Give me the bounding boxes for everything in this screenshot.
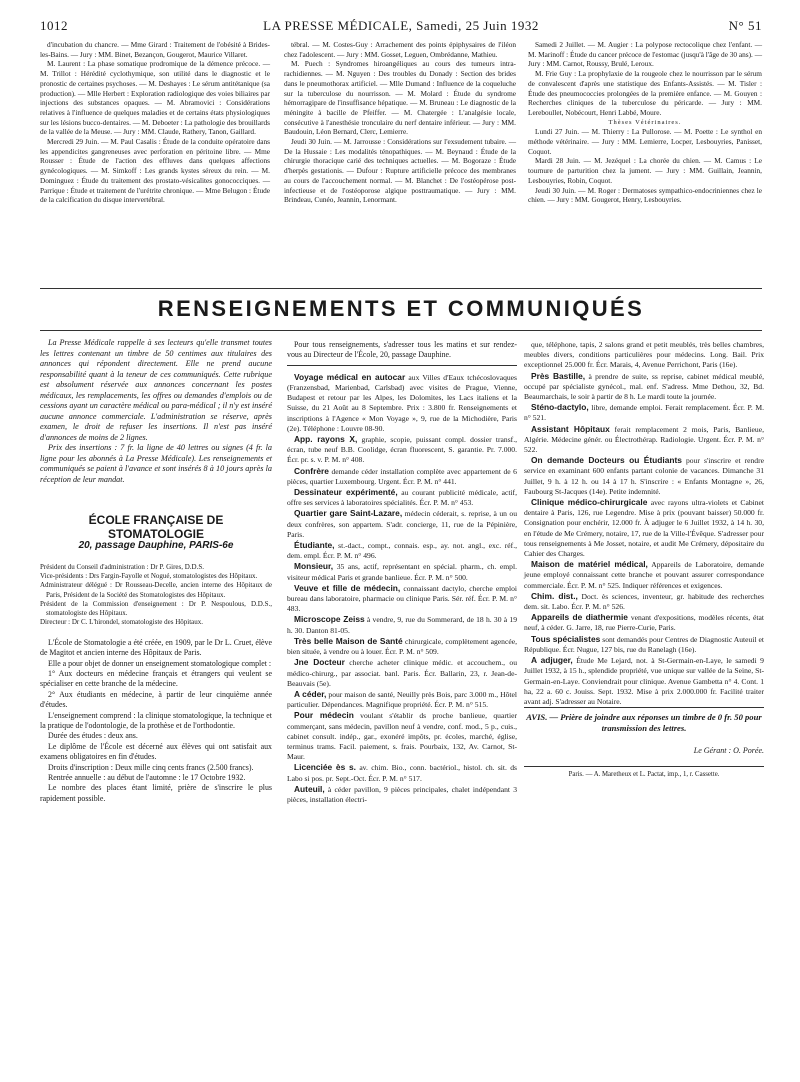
thesis-paragraph: Mardi 28 Juin. — M. Jezéquel : La chorée du chien. — M. Camus : Le tournure de parturition chez la jument. — Jury : MM. Guillain, Jeannin, Lesbouyries, Robin, Coquot.	[528, 156, 762, 185]
classified-ad-heading: Auteuil,	[294, 783, 325, 794]
classified-ad-text: demande céder installation complète avec appartement de 6 pièces, quartier Luxembourg. Urgent. Écr. P. M. n° 441.	[287, 466, 517, 486]
theses-column-2	[284, 40, 516, 205]
classified-ad-heading: Très belle Maison de Santé	[294, 635, 403, 646]
classified-ad	[287, 434, 517, 466]
printer-imprint: Paris. — A. Maretheux et L. Pactat, imp., 1, r. Cassette.	[524, 766, 764, 780]
classified-ad	[524, 371, 764, 403]
divider	[287, 365, 517, 366]
classified-ad-heading: App. rayons X,	[294, 434, 358, 445]
classified-ad	[287, 710, 517, 762]
classified-ad-text: graphie, scopie, puissant compl. dossier transf., écran, tube neuf B.B. Coolidge, écran fluorescent, S. garantie. Pr. 7.000. Écr. pr. s. v. P. M. n° 408.	[287, 435, 517, 465]
classified-ad	[524, 634, 764, 655]
classified-ad-heading: Microscope Zeiss	[294, 614, 365, 625]
classified-ad-heading: Dessinateur expérimenté,	[294, 487, 398, 498]
communiques-column-2	[287, 340, 517, 805]
classified-ad	[524, 655, 764, 707]
classified-ad	[287, 614, 517, 635]
classified-ad	[287, 689, 517, 710]
thesis-paragraph: Mercredi 29 Juin. — M. Paul Casalis : Étude de la conduite opératoire dans les appendicites gangreneuses avec perforation en péritoine libre. — Mme Rousser : Étude de l'action des effluves dans quelques affections gynécologiques. — M. Simkoff : Les grands kystes séreux du rein. — M. Dominguez : Étude du traitement des prostato-vésicalites gonococciques. — Parrique : Étude et traitement de l'urétrite chronique. — Mme Belugon : Étude de la calcification du disque intervertébral.	[40, 137, 270, 205]
school-paragraph: Droits d'inscription : Deux mille cinq cents francs (2.500 francs).	[48, 762, 254, 772]
theses-column-1	[40, 40, 270, 205]
gerant-signature: Le Gérant : O. Porée.	[693, 746, 764, 756]
admin-line: Directeur : Dr C. L'hirondel, stomatologiste des Hôpitaux.	[40, 618, 204, 627]
classified-ad-text: pour s'inscrire et rendre service en examinant 600 enfants partant colonie de vacances. Dimanche 31 Juillet, 9 h. à 12 h. ou 14 à 17 h. S'inscrire : « Enfants Montagne », 26, Faubourg St-Jacques (14e). Petite indemnité.	[524, 456, 764, 496]
school-contact-paragraph: Pour tous renseignements, s'adresser tous les matins et sur rendez-vous au Directeur de l'École, 20, passage Dauphine.	[287, 340, 517, 360]
classified-ad	[287, 466, 517, 487]
veterinary-theses-heading: Thèses Vétérinaires.	[608, 118, 682, 126]
classified-ad-text: venant d'expositions, modèles récents, état neuf, à céder. G. Jarre, 18, rue Pierre-Curie, Paris.	[524, 613, 765, 633]
school-paragraph: L'École de Stomatologie a été créée, en 1909, par le Dr L. Cruet, élève de Magitot et ancien interne des Hôpitaux de Paris.	[40, 637, 272, 658]
classified-ad	[524, 402, 764, 423]
admin-line: Administrateur délégué : Dr Rousseau-Decelle, ancien interne des Hôpitaux de Paris, Président de la Société des Stomatologistes des Hôpitaux.	[40, 581, 272, 599]
school-description	[40, 638, 272, 805]
classified-ad-text: av. chim. Bio., conn. bactériol., histol. ch. sit. ds Labo si pos. pr. Sept.-Oct. Écr. P. M. n° 517.	[287, 763, 517, 783]
editorial-notice	[40, 338, 272, 485]
avis-notice: AVIS. — Prière de joindre aux réponses un timbre de 0 fr. 50 pour transmission des lettres.	[524, 707, 764, 734]
classified-ad	[287, 540, 517, 561]
school-paragraph: Durée des études : deux ans.	[48, 731, 138, 741]
classified-ad-heading: Voyage médical en autocar	[294, 371, 406, 382]
section-divider	[40, 330, 762, 331]
classified-ad-text: à céder pavillon, 9 pièces principales, chalet indépendant 3 pièces, installation électri-	[287, 784, 517, 804]
classified-ad-text: sont demandés pour Centres de Diagnostic Auteuil et République. Écr. Nugue, 127 bis, rue du Ranelagh (16e).	[524, 634, 764, 654]
school-paragraph: 1° Aux docteurs en médecine français et étrangers qui veulent se spécialiser en cette branche de la médecine.	[40, 669, 272, 689]
thesis-paragraph: M. Laurent : La phase somatique prodromique de la démence précoce. — M. Trillot : Hérédité cyclothymique, son utilité dans le diagnostic et le pronostic de certaines psychoses. — M. Deshayes : Le sérum antitétanique (sa production). — Mlle Herbert : Exploration radiologique des voies biliaires par injections des substances opaques. — M. Abramovici : Considérations relatives à l'influence de quelques maladies et de certains états physiologiques sur les lésions bucco-dentaires. — M. Deboeter : La pathologie des brouillards de la vallée de la Meuse. — Jury : MM. Claude, Rathery, Tanon, Gaillard.	[40, 59, 270, 137]
classified-ad-text: à prendre de suite, ss reprise, cabinet médical meublé, occupé par spécialiste gynécol., mal. enf. S'adress. Mme Dethou, 32, Bd. Beaumarchais, le soir à partir de 8 h. Le mardi toute la journée.	[524, 371, 764, 402]
communiques-column-3	[524, 340, 764, 780]
classified-ad	[524, 497, 764, 559]
classified-ad-text: aux Villes d'Eaux tchécoslovaques (Franzensbad, Marienbad, Carlsbad) avec visites de Prague, Vienne, Budapest et retour par les Alpes, les Dolomites, les Lacs italiens et la Suisse, du 21 Août au 8 Septembre. Prix : 3.800 fr. Renseignements et inscriptions à l'Agence « Mon Voyage », 9, rue de la Michodière, Paris (2e). Téléphone : Louvre 08-90.	[287, 372, 517, 433]
classified-ad-heading: Sténo-dactylo,	[531, 402, 589, 413]
classified-ad	[524, 424, 764, 456]
school-administration	[40, 563, 272, 628]
classified-ad-heading: Veuve et fille de médecin,	[294, 582, 401, 593]
classified-ad-text: Doct. ès sciences, inventeur, gr. habitude des recherches dem. sit. Labo. Écr. P. M. n° 526.	[524, 591, 764, 612]
classified-ad-text: libre, demande emploi. Ferait remplacement. Écr. P. M. n° 521.	[524, 403, 764, 423]
classified-ad	[524, 559, 764, 591]
journal-title: LA PRESSE MÉDICALE, Samedi, 25 Juin 1932	[263, 18, 539, 33]
admin-line: Vice-présidents : Drs Fargin-Fayolle et Nogué, stomatologistes des Hôpitaux.	[40, 572, 258, 580]
theses-column-3	[528, 40, 762, 205]
classified-ad-heading: Étudiante,	[294, 540, 335, 551]
school-paragraph: Rentrée annuelle : au début de l'automne : le 17 Octobre 1932.	[48, 773, 246, 783]
classified-ad-heading: Clinique médico-chirurgicale	[531, 497, 648, 508]
admin-line: Président de la Commission d'enseignement : Dr P. Nespoulous, D.D.S., stomatologiste des Hôpitaux.	[40, 599, 272, 618]
classified-ad	[287, 372, 517, 434]
communiques-column-1	[40, 338, 272, 804]
classified-ad	[524, 455, 764, 497]
classified-ad-text: médecin céderait, s. reprise, à un ou deux confrères, son appartem. S'adr. concierge, 11, rue de la Pépinière, Paris.	[287, 509, 517, 539]
page-header	[40, 18, 762, 34]
classified-ad-text: 35 ans, actif, représentant en spécial. pharm., ch. empl. visiteur médical Paris et grande banlieue. Écr. P. M. n° 500.	[287, 562, 517, 582]
admin-line: Président du Conseil d'administration : Dr P. Gires, D.D.S.	[40, 562, 205, 571]
classified-ad	[287, 636, 517, 657]
school-paragraph: Le nombre des places étant limité, prière de s'inscrire le plus rapidement possible.	[40, 783, 272, 803]
thesis-paragraph: M. Frie Guy : La prophylaxie de la rougeole chez le nourrisson par le sérum de convalescent d'après une statistique des Enfants-Assistés. — M. Tisler : Étude des pneumococcies prolongées de la première enfance. — M. Gouyen : Recherches cliniques de la tuberculose du péricarde. — Jury : MM. Lereboullet, Nobécourt, Henri Labbé, Moure.	[528, 69, 762, 117]
classified-ad	[287, 508, 517, 540]
school-paragraph: L'enseignement comprend : la clinique stomatologique, la technique et la pratique de l'odontologie, de la prothèse et de l'orthodontie.	[40, 710, 272, 731]
classified-ad-heading: Monsieur,	[294, 561, 334, 572]
classified-ad	[287, 762, 517, 783]
classified-ad	[287, 487, 517, 508]
classified-ad	[287, 784, 517, 805]
classified-ad-text: voulant s'établir ds proche banlieue, quartier commerçant, sans médecin, pavillon neuf à vendre, conf. mod., 5 p., cuis., cabinet consult. indép., gar., exonéré impôts, pr. écoles, marché, église, terminus trams. Facil. paiement, s. frais. Pourbaix, 132, Av. Carnot, St-Maur.	[287, 711, 517, 762]
classified-ad	[524, 591, 764, 612]
classified-ad	[287, 657, 517, 689]
classified-ad-continuation: que, téléphone, tapis, 2 salons grand et petit meublés, très belles chambres, meubles divers, conditions particulières pour médecins. Long. Bail. Prix exceptionnel 25.000 fr. Écr. Marais, 4, Avenue Perrichont, Paris (16e).	[524, 340, 764, 370]
thesis-paragraph: Jeudi 30 Juin. — M. Jarrousse : Considérations sur l'exsudement tubaire. — De la Hussaie : Les modalités ténopathiques. — M. Beynaud : Étude de la chirurgie thoracique carié des techniques actuelles. — M. Bogoraze : Étude d'herpès gestationis. — Dufour : Rupture artificielle précoce des membranes au cours de l'accouchement normal. — M. Blanchet : De l'ostéopérose post-infectieuse et de l'ostéoporose algique posttraumatique. — Jury : MM. Brindeau, Cunéo, Jeannin, Lenormant.	[284, 137, 516, 205]
thesis-paragraph: Samedi 2 Juillet. — M. Augier : La polypose rectocolique chez l'enfant. — M. Marinoff : Étude du cancer précoce de l'estomac (jusqu'à l'âge de 30 ans). — Jury : MM. Carnot, Roussy, Brulé, Leroux.	[528, 40, 762, 69]
thesis-paragraph: Jeudi 30 Juin. — M. Roger : Dermatoses sympathico-endocriniennes chez le chien. — Jury : MM. Gougerot, Henry, Lesbouyries.	[528, 185, 762, 205]
school-paragraph: 2° Aux étudiants en médecine, à partir de leur cinquième année d'études.	[40, 689, 272, 710]
classified-ad-text: cherche acheter clinique médic. et accouchem., ou médico-chirurg., par associat. banl. Paris. Écr. Ballarin, 23, r. Jean-de-Beauvais (5e).	[287, 658, 517, 688]
classified-ad-heading: A adjuger,	[531, 655, 573, 666]
page-number: 1012	[40, 18, 68, 33]
classified-ad	[524, 612, 764, 633]
classified-ad-heading: Assistant Hôpitaux	[531, 423, 610, 434]
school-title: ÉCOLE FRANÇAISE DE STOMATOLOGIE	[88, 513, 224, 541]
section-divider	[40, 288, 762, 289]
notice-paragraph: La Presse Médicale rappelle à ses lecteurs qu'elle transmet toutes les lettres contenant un timbre de 50 centimes aux titulaires des annonces qui répondent directement. Elle ne prend aucune responsabilité quant à la teneur de ces communiqués. Cette rubrique est absolument réservée aux annonces concernant les postes médicaux, les remplacements, les offres ou demandes d'emplois ou de cessions ayant un caractère médical ou para-médical ; il n'y est inséré aucune annonce commerciale. L'administration se réserve, après examen, le droit de refuser les insertions. Il n'est pas inséré d'annonces de moins de 2 lignes.	[40, 338, 272, 442]
classified-ad	[287, 583, 517, 615]
classified-ad-text: Étude Me Lejard, not. à St-Germain-en-Laye, le samedi 9 Juillet 1932, à 15 h., splendide propriété, vue unique sur vallée de la Seine, St-Germain-en-Laye. Conviendrait pour clinique. Avenue Gambetta n° 4. Cont. 1 ha, 22 a. 60 c. Jouiss. Sept. 1932. Mise à prix 2.000.000 fr. Facilité traiter avant adj. S'adresser au Notaire.	[524, 656, 764, 706]
classified-ad-heading: On demande Docteurs ou Étudiants	[531, 455, 682, 466]
thesis-paragraph: d'incubation du chancre. — Mme Girard : Traitement de l'obésité à Brides-les-Bains. — Jury : MM. Binet, Bezançon, Gougerot, Maurice Villaret.	[40, 40, 270, 59]
classified-ad-heading: Chim. dist.,	[531, 590, 578, 601]
classified-ad-heading: Maison de matériel médical,	[531, 559, 648, 570]
classified-ad-text: st.-dact., compt., connais. esp., ay. not. angl., exc. réf., dem. empl. Écr. P. M. n° 496.	[287, 541, 518, 561]
issue-number: N° 51	[728, 18, 762, 33]
classified-ad-heading: Jne Docteur	[294, 657, 345, 668]
classified-ad-heading: Près Bastille,	[531, 370, 586, 381]
classified-ad-heading: Confrère	[294, 465, 329, 476]
thesis-paragraph: tébral. — M. Costes-Guy : Arrachement des points épiphysaires de l'iléon chez l'adolescent. — Jury : MM. Gosset, Leguen, Ombrédanne, Mathieu.	[284, 40, 516, 59]
classified-ad-heading: Pour médecin	[294, 710, 354, 721]
school-paragraph: Le diplôme de l'École est décerné aux élèves qui ont satisfait aux examens obligatoires en fin d'études.	[40, 741, 272, 762]
classified-ad-heading: A céder,	[294, 688, 327, 699]
classified-ad-text: au courant publicité médicale, actif, offre ses services à laboratoires spécialités. Écr. P. M. n° 453.	[287, 488, 517, 508]
classified-ad	[287, 561, 517, 582]
classified-ad-heading: Licenciée ès s.	[294, 762, 356, 773]
classified-ad-text: pour maison de santé, Neuilly près Bois, parc 3.000 m., Hôtel particulier. Dépendances. Magnifique propriété. Écr. P. M. n° 515.	[287, 689, 517, 710]
section-banner: RENSEIGNEMENTS ET COMMUNIQUÉS	[157, 296, 645, 321]
classified-ad-text: Appareils de Laboratoire, demande jeune employé connaissant cette branche et pouvant assurer correspondance commerciale. Écr. P. M. n° 525. Indiquer références et exigences.	[524, 560, 764, 590]
classified-ad-text: avec rayons ultra-violets et Cabinet dentaire à Paris, 126, rue Legendre. Mise à prix (pouvant baisser) 50.000 fr. Consignation pour enchérir, 12.000 fr. À adjuger le 6 Juillet 1932, à 14 h. 30, en l'étude de Me Crémery, notaire, 17, rue de la Ville-l'Évêque. S'adresser pour tous renseignements à Me Josset, notaire, et audit Me Crémery, dépositaire du Cahier des Charges.	[524, 498, 765, 559]
classified-ad-text: à vendre, 9, rue du Sommerard, de 18 h. 30 à 19 h. 30. Danton 81-05.	[287, 615, 518, 635]
classified-ad-heading: Quartier gare Saint-Lazare,	[294, 508, 403, 519]
notice-paragraph: Prix des insertions : 7 fr. la ligne de 40 lettres ou signes (4 fr. la ligne pour les abonnés à La Presse Médicale). Les renseignements et communiqués se paient à l'avance et sont insérés 8 à 10 jours après la réception de leur mandat.	[40, 443, 272, 484]
thesis-paragraph: M. Puech : Syndromes hiroangéliques au cours des tumeurs intra-rachidiennes. — M. Nguyen : Des troubles du Donady : Section des brides dans le pneumothorax artificiel. — Mlle Dumand : Influence de la coqueluche sur la tuberculose du nourrisson. — M. Molard : Étude du syndrome hémorragipare de l'insuffisance hépatique. — M. Bruneau : Le diagnostic de la méningite à bacille de Pfeiffer. — M. Chatergée : L'analgésie locale, consécutive à l'anesthésie tronculaire du nerf dentaire inférieur. — Jury : MM. Baudouin, Léon Bernard, Clerc, Lemierre.	[284, 59, 516, 137]
classified-ad-text: connaissant dactylo, cherche emploi bureau dans laboratoire, pharmacie ou clinique Paris. Sér. réf. Écr. P. M. n° 483.	[287, 583, 517, 614]
classified-ad-heading: Tous spécialistes	[531, 633, 601, 644]
school-address: 20, passage Dauphine, PARIS-6e	[78, 540, 234, 551]
school-paragraph: Elle a pour objet de donner un enseignement stomatologique complet :	[48, 658, 272, 668]
classified-ad-text: chirurgicale, complètement agencée, bien située, à vendre ou à louer. Écr. P. M. n° 509.	[287, 636, 517, 657]
classified-ad-heading: Appareils de diathermie	[531, 612, 628, 623]
thesis-paragraph: Lundi 27 Juin. — M. Thierry : La Pullorose. — M. Poette : Le synthol en méthode vétérinaire. — Jury : MM. Lemierre, Locper, Lesbouyries, Panisset, Coquot.	[528, 127, 762, 156]
classified-ad-text: ferait remplacement 2 mois, Paris, Banlieue, Algérie. Médecine génér. ou Électrothérap. Radiologie. Urgent. Écr. P. M. n° 522.	[524, 424, 764, 455]
